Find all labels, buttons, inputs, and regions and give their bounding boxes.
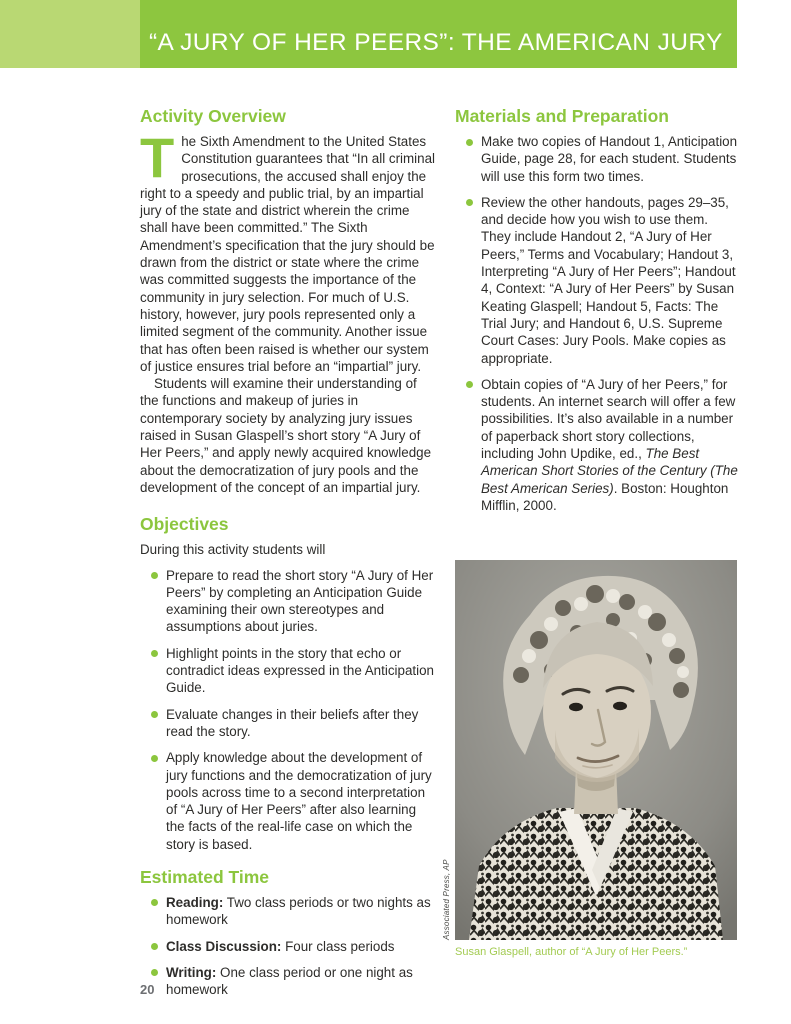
bullet-icon xyxy=(151,711,158,718)
item-text: Two class periods or two nights as homework xyxy=(166,894,431,928)
list-item xyxy=(140,894,438,929)
header-banner xyxy=(140,0,737,68)
bullet-icon xyxy=(151,899,158,906)
objectives-heading: Objectives xyxy=(140,514,229,535)
bullet-icon xyxy=(151,969,158,976)
page-number: 20 xyxy=(140,982,155,997)
left-column xyxy=(140,106,438,1007)
estimated-time-heading: Estimated Time xyxy=(140,866,270,887)
item-text-post: . Boston: Houghton Mifflin, 2000. xyxy=(481,480,729,513)
bullet-icon xyxy=(466,381,473,388)
list-item-text: Highlight points in the story that echo or contradict ideas expressed in the Anticipation Guide. xyxy=(166,645,434,696)
materials-heading: Materials and Preparation xyxy=(455,106,669,126)
list-item xyxy=(140,964,438,999)
bullet-icon xyxy=(151,572,158,579)
item-text: Four class periods xyxy=(281,938,395,954)
photo-figure xyxy=(442,560,737,959)
list-item xyxy=(140,706,438,741)
item-text-italic: The Best American Short Stories of the Century (The Best American Series) xyxy=(481,446,738,496)
list-item xyxy=(140,645,438,697)
bullet-icon xyxy=(466,199,473,206)
bullet-icon xyxy=(151,650,158,657)
list-item xyxy=(455,133,739,185)
list-item-text: Review the other handouts, pages 29–35, and decide how you wish to use them. They include Handout 2, “A Jury of Her Peers,” Terms and Vocabulary; Handout 3, Interpreting “A Jury of Her Peers”; Handout 4, Context: “A Jury of Her Peers” by Susan Keating Glaspell; Handout 5, Facts: The Trial Jury; and Handout 6, U.S. Supreme Court Cases: Jury Pools. Make copies as appropriate. xyxy=(481,194,736,366)
list-item-text: Evaluate changes in their beliefs after they read the story. xyxy=(166,706,419,739)
page-title: “A JURY OF HER PEERS”: THE AMERICAN JURY xyxy=(149,29,723,56)
item-lead: Class Discussion: xyxy=(166,938,282,954)
susan-glaspell-photo xyxy=(455,560,737,940)
bullet-icon xyxy=(151,943,158,950)
header-accent-block xyxy=(0,0,140,68)
photo-caption: Susan Glaspell, author of “A Jury of Her Peers.” xyxy=(455,946,688,958)
list-item-text: Prepare to read the short story “A Jury of Her Peers” by completing an Anticipation Guide examining their own stereotypes and assumptions about juries. xyxy=(166,567,434,635)
activity-overview-heading: Activity Overview xyxy=(140,106,286,126)
item-text-pre: Obtain copies of “A Jury of her Peers,” for students. An internet search will offer a few possibilities. It’s also available in a number of paperback short story collections, including John Updike, ed., xyxy=(481,376,736,462)
paragraph-text: he Sixth Amendment to the United States Constitution guarantees that “In all criminal prosecutions, the accused shall enjoy the right to a speedy and public trial, by an impartial jury of the state and district wherein the crime shall have been committed.” The Sixth Amendment’s specification that the jury should be drawn from the district or state where the crime was committed suggests the importance of the community in jury selection. For much of U.S. history, however, jury pools represented only a limited segment of the community. Another issue that has often been raised is whether our system of justice ensures trial before an “impartial” jury. xyxy=(140,134,436,374)
bullet-icon xyxy=(151,755,158,762)
photo-credit: Associated Press, AP xyxy=(442,859,451,940)
item-lead: Reading: xyxy=(166,894,224,910)
list-item xyxy=(455,376,739,514)
list-item xyxy=(455,194,739,367)
estimated-time-list xyxy=(140,894,438,998)
list-item xyxy=(140,749,438,853)
objectives-intro: During this activity students will xyxy=(140,542,326,558)
bullet-icon xyxy=(466,139,473,146)
list-item xyxy=(140,938,438,955)
drop-cap: T xyxy=(140,126,175,189)
activity-overview-paragraph-2: Students will examine their understanding of the functions and makeup of juries in contemporary society by analyzing jury issues raised in Susan Glaspell’s short story “A Jury of Her Peers,” and apply newly acquired knowledge about the democratization of jury pools and the development of the concept of an impartial jury. xyxy=(140,376,432,495)
activity-overview-paragraph-1 xyxy=(140,126,438,375)
item-lead: Writing: xyxy=(166,964,217,980)
list-item-text: Make two copies of Handout 1, Anticipation Guide, page 28, for each student. Students will use this form two times. xyxy=(481,134,738,184)
list-item xyxy=(140,567,438,636)
right-column xyxy=(455,106,739,523)
materials-list xyxy=(455,133,739,514)
item-text: One class period or one night as homework xyxy=(166,964,413,998)
list-item-text: Apply knowledge about the development of jury functions and the democratization of jury pools across time to a second interpretation of “A Jury of Her Peers” after also learning the facts of the real-life case on which the story is based. xyxy=(166,750,432,852)
objectives-list xyxy=(140,567,438,853)
